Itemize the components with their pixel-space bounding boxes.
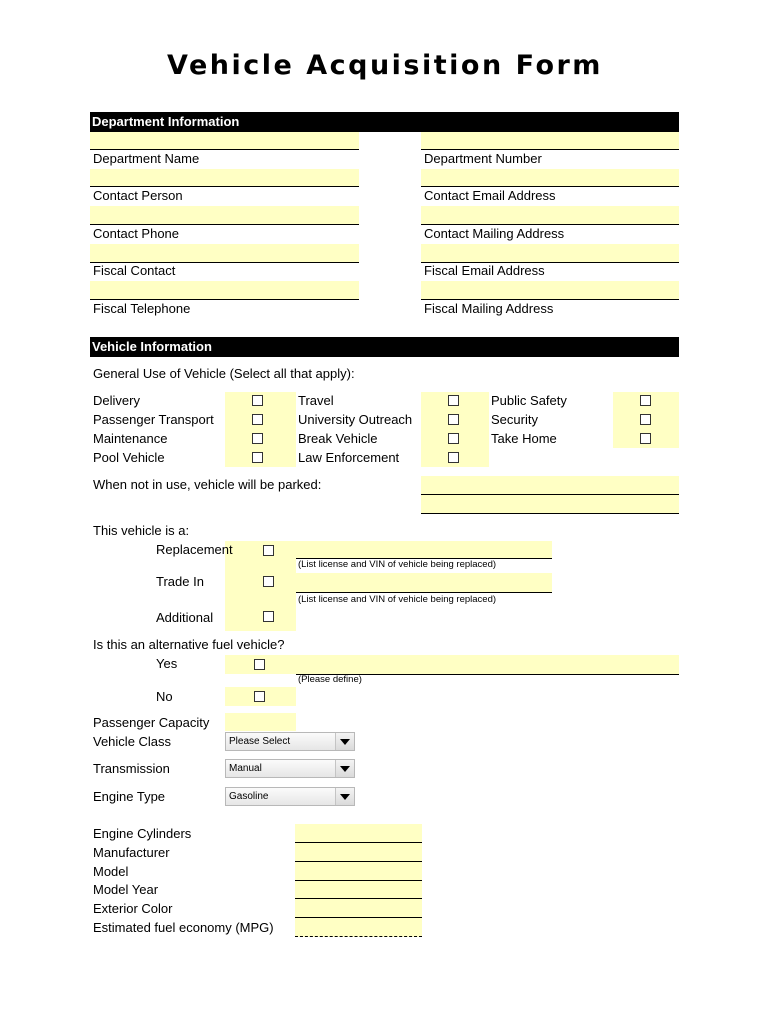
parked-location-label: When not in use, vehicle will be parked:: [93, 477, 322, 492]
use-law-enforcement-label: Law Enforcement: [298, 450, 400, 465]
manufacturer-input[interactable]: [295, 843, 422, 862]
replacement-label: Replacement: [156, 542, 233, 557]
vehicle-class-value: Please Select: [229, 736, 291, 747]
alt-fuel-label: Is this an alternative fuel vehicle?: [93, 637, 285, 652]
use-pool-vehicle-checkbox[interactable]: [252, 452, 263, 463]
contact-phone-input[interactable]: [90, 206, 359, 225]
engine-type-value: Gasoline: [229, 791, 269, 802]
vehicle-type-label: This vehicle is a:: [93, 523, 190, 538]
use-public-safety-checkbox[interactable]: [640, 395, 651, 406]
use-pool-vehicle-label: Pool Vehicle: [93, 450, 165, 465]
use-travel-label: Travel: [298, 393, 334, 408]
fiscal-telephone-input[interactable]: [90, 281, 359, 300]
use-passenger-transport-label: Passenger Transport: [93, 412, 214, 427]
alt-fuel-no-checkbox[interactable]: [254, 691, 265, 702]
engine-type-label: Engine Type: [93, 789, 166, 804]
general-use-label: General Use of Vehicle (Select all that apply):: [93, 366, 355, 381]
use-maintenance-checkbox[interactable]: [252, 433, 263, 444]
engine-cylinders-label: Engine Cylinders: [93, 826, 192, 841]
vehicle-class-label: Vehicle Class: [93, 734, 172, 749]
transmission-value: Manual: [229, 763, 262, 774]
contact-person-input[interactable]: [90, 169, 359, 187]
vehicle-class-select[interactable]: [225, 732, 355, 751]
fiscal-mailing-input[interactable]: [421, 281, 679, 300]
department-section-header: Department Information: [90, 112, 679, 132]
fiscal-mailing-label: Fiscal Mailing Address: [424, 301, 554, 316]
contact-mailing-label: Contact Mailing Address: [424, 226, 565, 241]
fuel-economy-label: Estimated fuel economy (MPG): [93, 920, 274, 935]
fiscal-contact-label: Fiscal Contact: [93, 263, 176, 278]
alt-fuel-no-label: No: [156, 689, 173, 704]
trade-in-label: Trade In: [156, 574, 204, 589]
use-maintenance-label: Maintenance: [93, 431, 168, 446]
manufacturer-label: Manufacturer: [93, 845, 170, 860]
model-input[interactable]: [295, 862, 422, 881]
parked-location-input-1[interactable]: [421, 476, 679, 495]
fiscal-contact-input[interactable]: [90, 244, 359, 263]
use-law-enforcement-checkbox[interactable]: [448, 452, 459, 463]
alt-fuel-define-input[interactable]: [296, 655, 679, 675]
contact-person-label: Contact Person: [93, 188, 183, 203]
use-break-vehicle-label: Break Vehicle: [298, 431, 378, 446]
additional-checkbox[interactable]: [263, 611, 274, 622]
fiscal-telephone-label: Fiscal Telephone: [93, 301, 191, 316]
use-passenger-transport-checkbox[interactable]: [252, 414, 263, 425]
use-public-safety-label: Public Safety: [491, 393, 567, 408]
additional-label: Additional: [156, 610, 214, 625]
chevron-down-icon[interactable]: [335, 760, 354, 777]
replacement-note: (List license and VIN of vehicle being replaced): [298, 559, 497, 570]
use-break-vehicle-checkbox[interactable]: [448, 433, 459, 444]
department-name-label: Department Name: [93, 151, 200, 166]
vehicle-section-header: Vehicle Information: [90, 337, 679, 357]
parked-location-input-2[interactable]: [421, 495, 679, 514]
vehicle-type-checkbox-area: [225, 541, 296, 631]
engine-cylinders-input[interactable]: [295, 824, 422, 843]
use-take-home-label: Take Home: [491, 431, 557, 446]
trade-in-note: (List license and VIN of vehicle being replaced): [298, 594, 497, 605]
alt-fuel-define-note: (Please define): [298, 674, 362, 685]
alt-fuel-yes-label: Yes: [156, 656, 178, 671]
transmission-select[interactable]: [225, 759, 355, 778]
replacement-vin-input[interactable]: [296, 541, 552, 559]
use-security-checkbox[interactable]: [640, 414, 651, 425]
engine-type-select[interactable]: [225, 787, 355, 806]
fuel-economy-input[interactable]: [295, 918, 422, 937]
model-year-label: Model Year: [93, 882, 159, 897]
use-security-label: Security: [491, 412, 538, 427]
model-label: Model: [93, 864, 129, 879]
chevron-down-icon[interactable]: [335, 733, 354, 750]
use-university-outreach-label: University Outreach: [298, 412, 413, 427]
passenger-capacity-label: Passenger Capacity: [93, 715, 210, 730]
contact-email-label: Contact Email Address: [424, 188, 556, 203]
contact-phone-label: Contact Phone: [93, 226, 180, 241]
model-year-input[interactable]: [295, 881, 422, 899]
page-title: Vehicle Acquisition Form: [167, 50, 603, 81]
department-number-input[interactable]: [421, 132, 679, 150]
transmission-label: Transmission: [93, 761, 170, 776]
fiscal-email-label: Fiscal Email Address: [424, 263, 545, 278]
passenger-capacity-input[interactable]: [225, 713, 296, 731]
use-travel-checkbox[interactable]: [448, 395, 459, 406]
use-university-outreach-checkbox[interactable]: [448, 414, 459, 425]
alt-fuel-yes-checkbox[interactable]: [254, 659, 265, 670]
contact-mailing-input[interactable]: [421, 206, 679, 225]
department-number-label: Department Number: [424, 151, 542, 166]
use-delivery-checkbox[interactable]: [252, 395, 263, 406]
exterior-color-label: Exterior Color: [93, 901, 173, 916]
trade-in-checkbox[interactable]: [263, 576, 274, 587]
fiscal-email-input[interactable]: [421, 244, 679, 263]
chevron-down-icon[interactable]: [335, 788, 354, 805]
department-name-input[interactable]: [90, 132, 359, 150]
exterior-color-input[interactable]: [295, 899, 422, 918]
contact-email-input[interactable]: [421, 169, 679, 187]
replacement-checkbox[interactable]: [263, 545, 274, 556]
use-delivery-label: Delivery: [93, 393, 140, 408]
use-take-home-checkbox[interactable]: [640, 433, 651, 444]
trade-in-vin-input[interactable]: [296, 573, 552, 593]
